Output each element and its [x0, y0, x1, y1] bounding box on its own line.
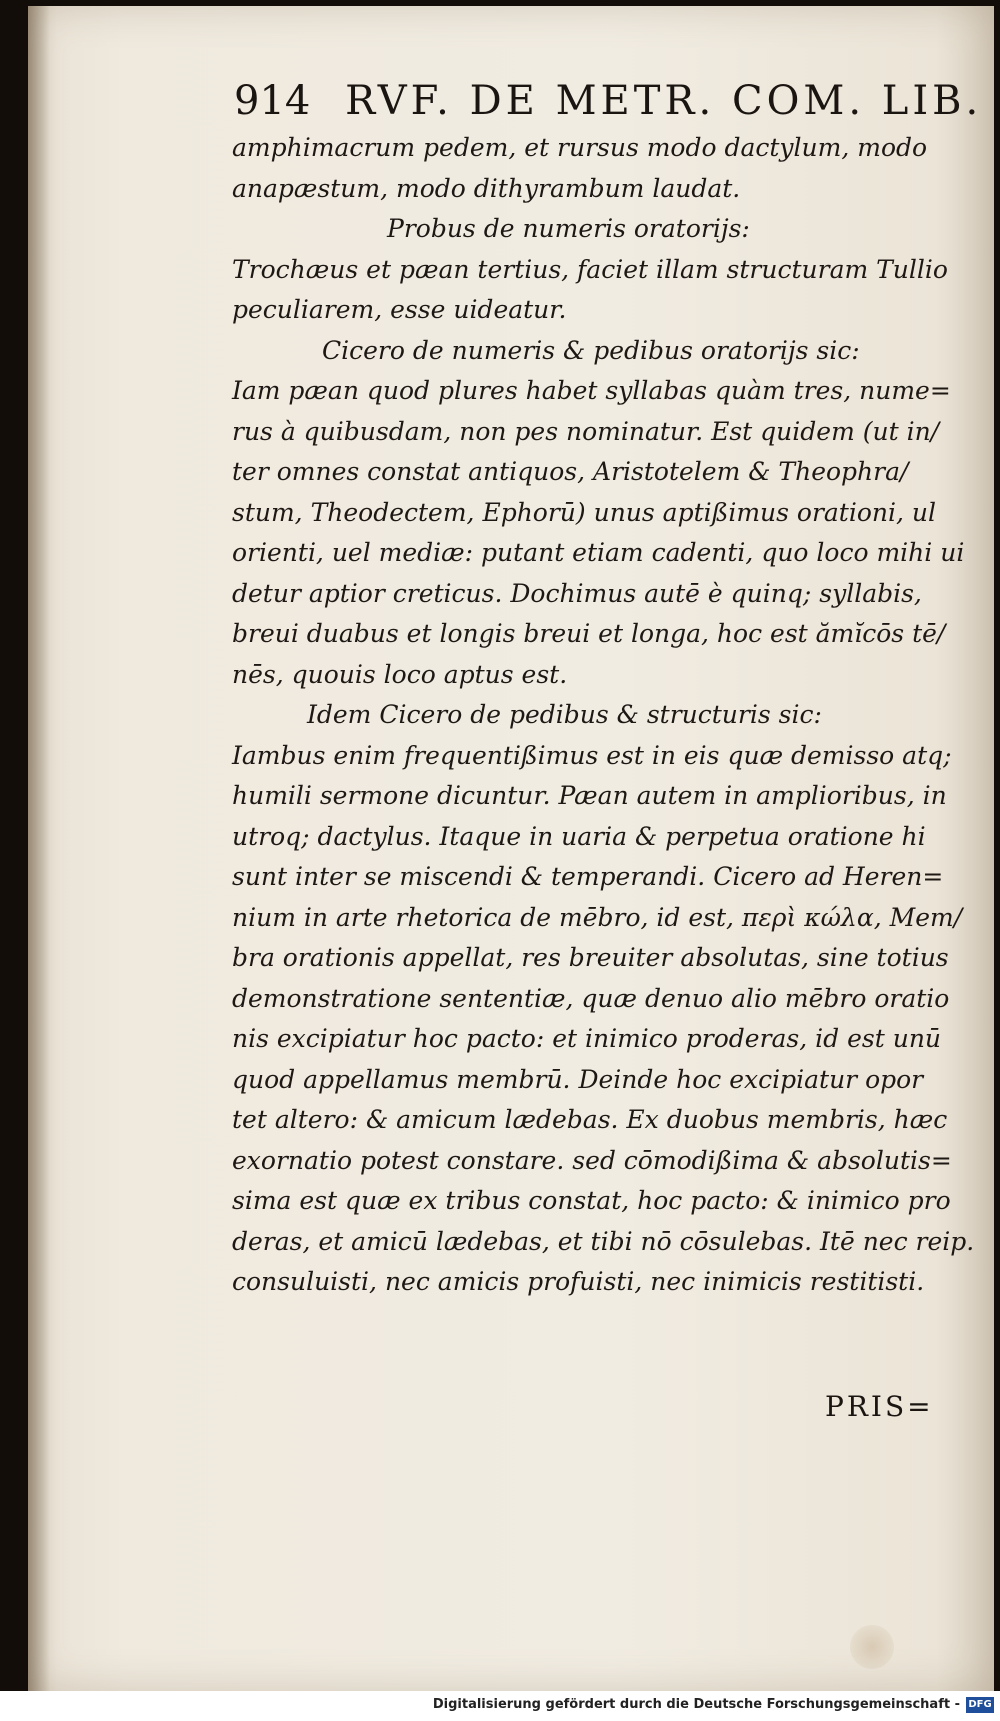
running-title: RVF. DE METR. COM. LIB.: [345, 78, 983, 124]
section-heading: Idem Cicero de pedibus & structuris sic:: [307, 700, 822, 729]
text-line: tet altero: & amicum lædebas. Ex duobus membris, hæc: [232, 1105, 948, 1134]
text-line: Trochæus et pæan tertius, faciet illam structuram Tullio: [232, 254, 948, 284]
catchword: PRIS=: [825, 1390, 934, 1423]
text-line: detur aptior creticus. Dochimus autē è quinq; syllabis,: [232, 578, 922, 608]
digitization-footer: [0, 1691, 1000, 1721]
section-heading: Cicero de numeris & pedibus oratorijs sic:: [322, 335, 860, 365]
text-line: deras, et amicū lædebas, et tibi nō cōsulebas. Itē nec reip.: [232, 1226, 975, 1256]
text-line: demonstratione sententiæ, quæ denuo alio mēbro oratio: [232, 983, 950, 1013]
text-line: exornatio potest constare. sed cōmodißima & absolutis=: [232, 1145, 952, 1175]
text-line: rus à quibusdam, non pes nominatur. Est quidem (ut in/: [232, 416, 940, 446]
text-line: Iambus enim frequentißimus est in eis quæ demisso atq;: [232, 740, 952, 770]
text-line: nium in arte rhetorica de mēbro, id est, περὶ κώλα, Mem/: [232, 902, 963, 932]
funding-credit: Digitalisierung gefördert durch die Deutsche Forschungsgemeinschaft -: [432, 1697, 960, 1712]
text-line: stum, Theodectem, Ephorū) unus aptißimus orationi, ul: [232, 497, 936, 527]
text-line: nis excipiatur hoc pacto: et inimico proderas, id est unū: [232, 1024, 942, 1053]
text-line: nēs, quouis loco aptus est.: [232, 659, 568, 689]
text-line: consuluisti, nec amicis profuisti, nec inimicis restitisti.: [232, 1267, 925, 1296]
page-number: 914: [234, 78, 311, 124]
page-stain: [850, 1625, 894, 1669]
text-line: peculiarem, esse uideatur.: [232, 295, 567, 324]
text-line: orienti, uel mediæ: putant etiam cadenti, quo loco mihi ui: [232, 538, 965, 567]
text-line: utroq; dactylus. Itaque in uaria & perpetua oratione hi: [232, 821, 926, 851]
text-line: ter omnes constat antiquos, Aristotelem & Theophra/: [232, 457, 909, 486]
text-line: bra orationis appellat, res breuiter absolutas, sine totius: [232, 943, 949, 972]
text-line: sima est quæ ex tribus constat, hoc pacto: & inimico pro: [232, 1186, 951, 1215]
dfg-logo: DFG: [966, 1697, 994, 1713]
text-line: humili sermone dicuntur. Pæan autem in amplioribus, in: [232, 781, 947, 810]
text-line: anapæstum, modo dithyrambum laudat.: [232, 173, 741, 203]
text-line: breui duabus et longis breui et longa, hoc est ămĭcōs tē/: [232, 619, 946, 648]
section-heading: Probus de numeris oratorijs:: [387, 214, 750, 243]
text-line: quod appellamus membrū. Deinde hoc excipiatur opor: [232, 1064, 924, 1094]
text-line: Iam pæan quod plures habet syllabas quàm tres, nume=: [232, 376, 951, 405]
page-body: [232, 128, 975, 1303]
text-line: sunt inter se miscendi & temperandi. Cicero ad Heren=: [232, 862, 944, 891]
spine-shadow: [28, 6, 50, 1691]
text-line: amphimacrum pedem, et rursus modo dactylum, modo: [232, 133, 928, 162]
running-header: [234, 78, 983, 124]
